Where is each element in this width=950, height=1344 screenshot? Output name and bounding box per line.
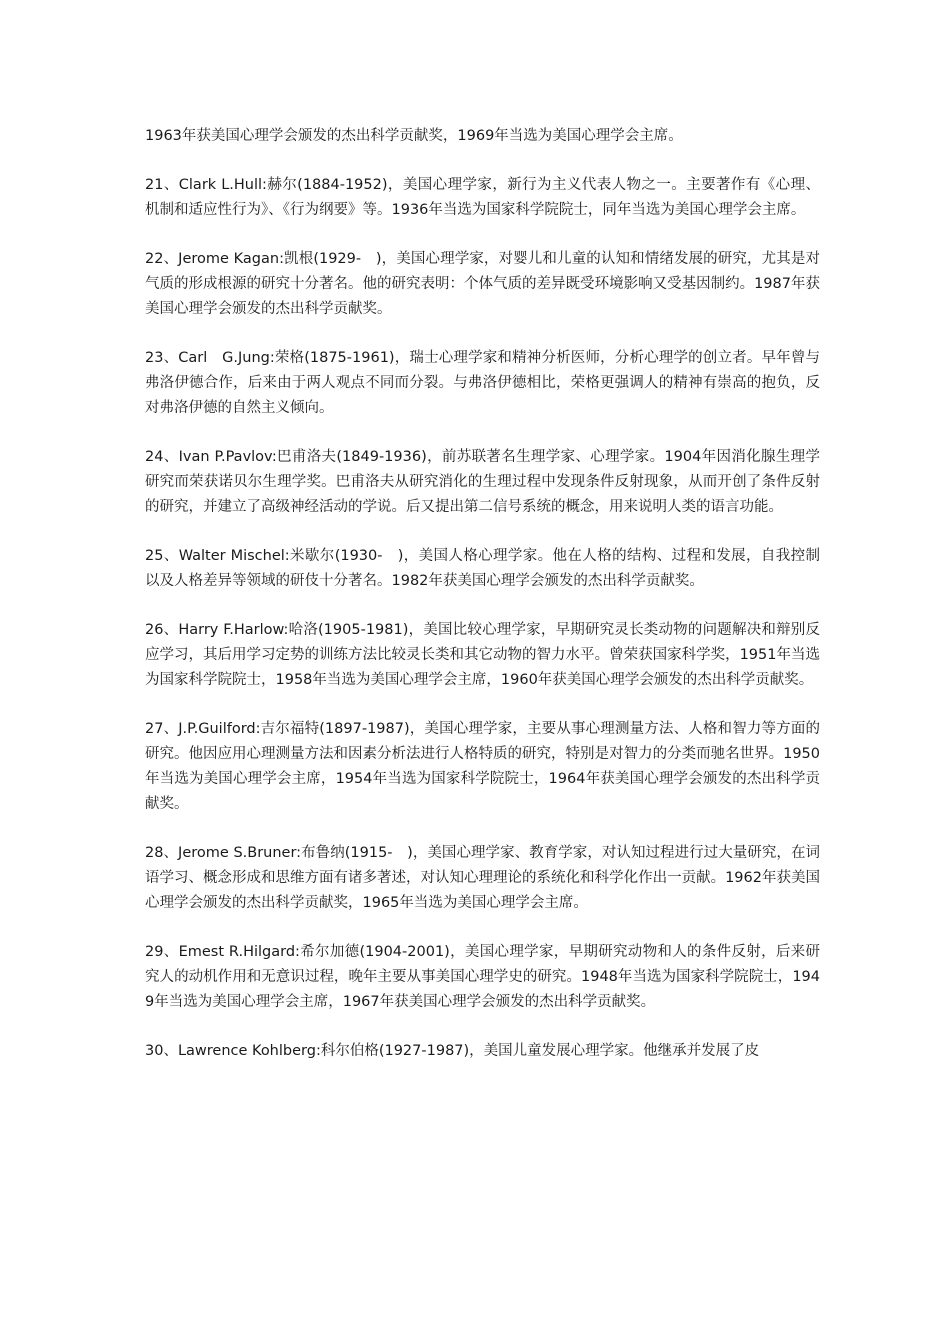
paragraph-hull: 21、Clark L.Hull:赫尔(1884-1952)，美国心理学家，新行为主义代表人物之一。主要著作有《心理、机制和适应性行为》、《行为纲要》等。1936年当选为国家科学院院士，同年当选为美国心理学会主席。 xyxy=(145,177,820,218)
paragraph-harlow: 26、Harry F.Harlow:哈洛(1905-1981)，美国比较心理学家，早期研究灵长类动物的问题解决和辩别反应学习，其后用学习定势的训练方法比较灵长类和其它动物的智力水平。曾荣获国家科学奖，1951年当选为国家科学院院士，1958年当选为美国心理学会主席，1960年获美国心理学会颁发的杰出科学贡献奖。 xyxy=(145,622,820,688)
paragraph-mischel: 25、Walter Mischel:米歇尔(1930- )，美国人格心理学家。他在人格的结构、过程和发展，自我控制以及人格差异等领域的研伎十分著名。1982年获美国心理学会颁发的杰出科学贡献奖。 xyxy=(145,548,820,589)
paragraph-kagan: 22、Jerome Kagan:凯根(1929- )，美国心理学家，对婴儿和儿童的认知和情绪发展的研究，尤其是对气质的形成根源的研究十分著名。他的研究表明：个体气质的差异既受环境影响又受基因制约。1987年获美国心理学会颁发的杰出科学贡献奖。 xyxy=(145,251,820,317)
paragraph-pavlov: 24、Ivan P.Pavlov:巴甫洛夫(1849-1936)，前苏联著名生理学家、心理学家。1904年因消化腺生理学研究而荣获诺贝尔生理学奖。巴甫洛夫从研究消化的生理过程中发现条件反射现象，从而开创了条件反射的研究，并建立了高级神经活动的学说。后又提出第二信号系统的概念，用来说明人类的语言功能。 xyxy=(145,449,820,515)
paragraph-continuation: 1963年获美国心理学会颁发的杰出科学贡献奖，1969年当选为美国心理学会主席。 xyxy=(145,128,683,144)
paragraph-jung: 23、Carl G.Jung:荣格(1875-1961)，瑞士心理学家和精神分析医师，分析心理学的创立者。早年曾与弗洛伊德合作，后来由于两人观点不同而分裂。与弗洛伊德相比，荣格更强调人的精神有崇高的抱负，反对弗洛伊德的自然主义倾向。 xyxy=(145,350,820,416)
paragraph-guilford: 27、J.P.Guilford:吉尔福特(1897-1987)，美国心理学家，主要从事心理测量方法、人格和智力等方面的研究。他因应用心理测量方法和因素分析法进行人格特质的研究，特别是对智力的分类而驰名世界。1950年当选为美国心理学会主席，1954年当选为国家科学院院士，1964年获美国心理学会颁发的杰出科学贡献奖。 xyxy=(145,721,820,812)
paragraph-hilgard: 29、Emest R.Hilgard:希尔加德(1904-2001)，美国心理学家，早期研究动物和人的条件反射，后来研究人的动机作用和无意识过程，晚年主要从事美国心理学史的研究。1948年当选为国家科学院院士，1949年当选为美国心理学会主席，1967年获美国心理学会颁发的杰出科学贡献奖。 xyxy=(145,944,820,1010)
document-page xyxy=(145,124,820,1088)
paragraph-bruner: 28、Jerome S.Bruner:布鲁纳(1915- )，美国心理学家、教育学家，对认知过程进行过大量研究，在词语学习、概念形成和思维方面有诸多著述，对认知心理理论的系统化和科学化作出一贡献。1962年获美国心理学会颁发的杰出科学贡献奖，1965年当选为美国心理学会主席。 xyxy=(145,845,820,911)
paragraph-kohlberg: 30、Lawrence Kohlberg:科尔伯格(1927-1987)，美国儿童发展心理学家。他继承并发展了皮 xyxy=(145,1043,760,1059)
